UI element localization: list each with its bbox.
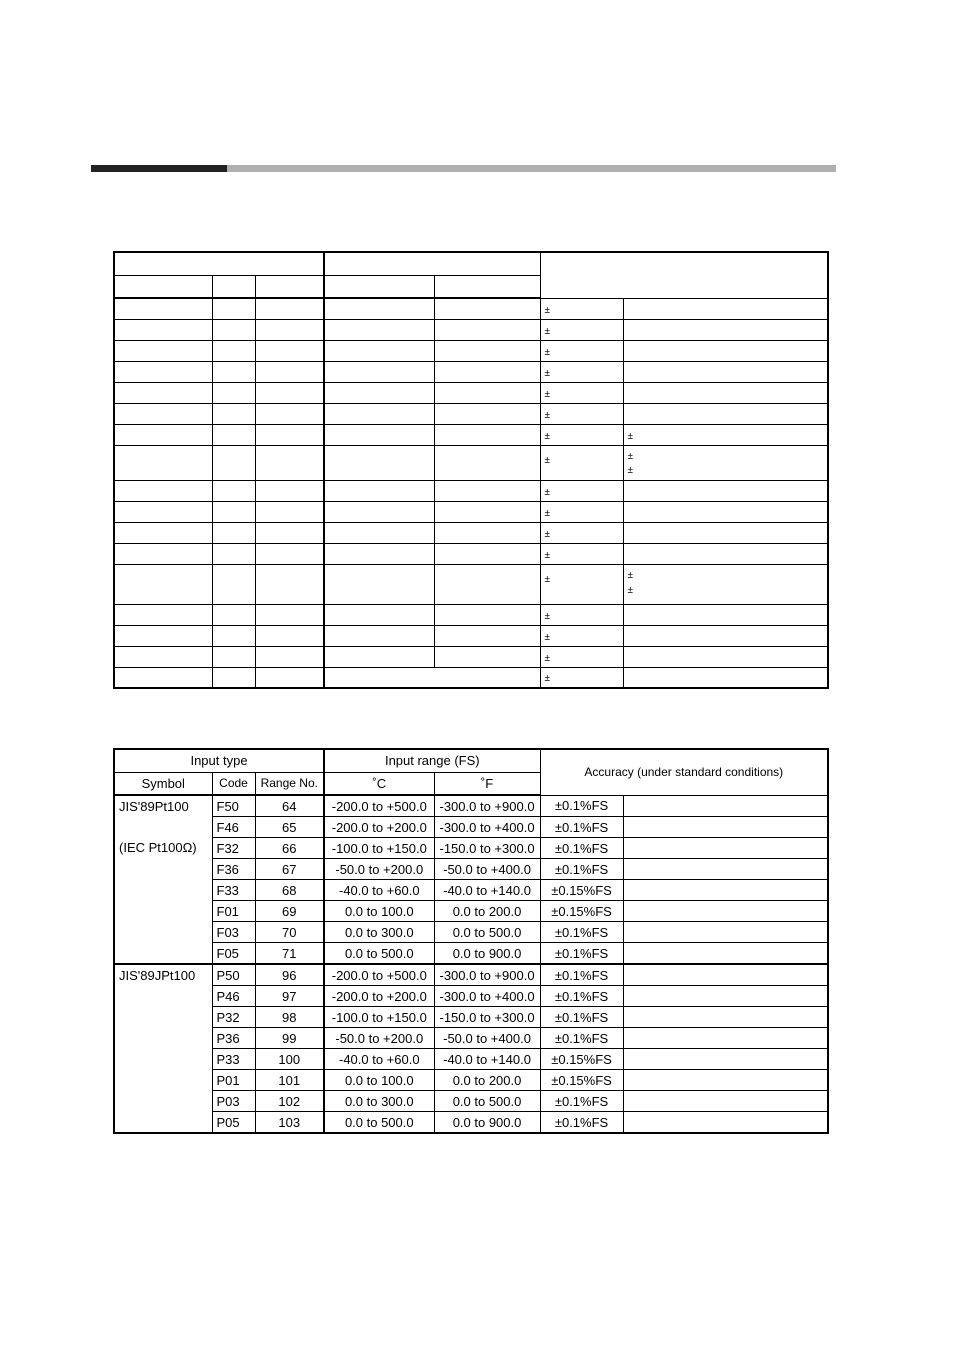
table-row: ±	[114, 403, 828, 424]
range-f-cell: -50.0 to +400.0	[434, 1028, 540, 1049]
table-row	[114, 795, 828, 817]
header-input-type: Input type	[114, 749, 324, 772]
range-f-cell: 0.0 to 500.0	[434, 1091, 540, 1112]
accuracy-note-cell	[623, 986, 828, 1007]
accuracy-note-cell	[623, 880, 828, 901]
header-input-range: Input range (FS)	[324, 749, 540, 772]
range-no-cell: 103	[255, 1112, 324, 1134]
range-f-cell: -150.0 to +300.0	[434, 1007, 540, 1028]
accuracy-cell: ±0.1%FS	[540, 964, 623, 986]
accuracy-note-cell	[623, 1028, 828, 1049]
code-cell: P03	[212, 1091, 255, 1112]
range-no-cell: 96	[255, 964, 324, 986]
code-cell: F36	[212, 859, 255, 880]
table-row: ±	[114, 543, 828, 564]
table-row	[114, 986, 828, 1007]
section-header-rule	[91, 165, 836, 172]
table-row	[114, 943, 828, 965]
accuracy-note-cell	[623, 1007, 828, 1028]
range-c-cell: -50.0 to +200.0	[324, 859, 434, 880]
accuracy-cell: ±0.1%FS	[540, 922, 623, 943]
table-row	[114, 817, 828, 838]
t1-header-code	[212, 275, 255, 298]
code-cell: F32	[212, 838, 255, 859]
table-row: ±	[114, 298, 828, 319]
table-row	[114, 964, 828, 986]
range-f-cell: -50.0 to +400.0	[434, 859, 540, 880]
range-f-cell: 0.0 to 200.0	[434, 901, 540, 922]
table-row	[114, 1070, 828, 1091]
range-c-cell: 0.0 to 500.0	[324, 943, 434, 965]
range-f-cell: -300.0 to +900.0	[434, 795, 540, 817]
code-cell: F03	[212, 922, 255, 943]
range-f-cell: -40.0 to +140.0	[434, 880, 540, 901]
range-c-cell: -200.0 to +500.0	[324, 964, 434, 986]
range-f-cell: -150.0 to +300.0	[434, 838, 540, 859]
accuracy-note-cell	[623, 817, 828, 838]
table-row: ±	[114, 340, 828, 361]
header-code: Code	[212, 772, 255, 795]
range-f-cell: -300.0 to +900.0	[434, 964, 540, 986]
range-c-cell: -50.0 to +200.0	[324, 1028, 434, 1049]
accuracy-note-cell	[623, 1049, 828, 1070]
table-row: ±	[114, 667, 828, 688]
range-no-cell: 71	[255, 943, 324, 965]
accuracy-note-cell	[623, 1070, 828, 1091]
range-c-cell: -200.0 to +200.0	[324, 817, 434, 838]
accuracy-note-cell	[623, 922, 828, 943]
table-row: ±	[114, 646, 828, 667]
accuracy-cell: ±0.1%FS	[540, 838, 623, 859]
range-f-cell: 0.0 to 200.0	[434, 1070, 540, 1091]
section-header-rule-accent	[91, 165, 227, 172]
accuracy-cell: ±0.1%FS	[540, 859, 623, 880]
code-cell: F01	[212, 901, 255, 922]
range-c-cell: -100.0 to +150.0	[324, 838, 434, 859]
accuracy-note-cell	[623, 838, 828, 859]
t1-body	[114, 298, 828, 688]
range-no-cell: 67	[255, 859, 324, 880]
table-row	[114, 859, 828, 880]
table-row	[114, 1112, 828, 1134]
code-cell: F46	[212, 817, 255, 838]
accuracy-note-cell	[623, 1091, 828, 1112]
range-f-cell: 0.0 to 500.0	[434, 922, 540, 943]
table-row: ±	[114, 604, 828, 625]
accuracy-cell: ±0.1%FS	[540, 795, 623, 817]
accuracy-cell: ±0.1%FS	[540, 1028, 623, 1049]
range-f-cell: -40.0 to +140.0	[434, 1049, 540, 1070]
range-no-cell: 64	[255, 795, 324, 817]
table-row: ±	[114, 480, 828, 501]
header-unit-c: ˚C	[324, 772, 434, 795]
t1-header-input-type	[114, 252, 324, 275]
range-no-cell: 70	[255, 922, 324, 943]
header-unit-f: ˚F	[434, 772, 540, 795]
range-f-cell: -300.0 to +400.0	[434, 986, 540, 1007]
table-row: ± ±	[114, 424, 828, 445]
range-c-cell: 0.0 to 100.0	[324, 1070, 434, 1091]
accuracy-note-cell	[623, 795, 828, 817]
range-c-cell: -40.0 to +60.0	[324, 880, 434, 901]
table-row	[114, 880, 828, 901]
t1-header-f	[434, 275, 540, 298]
code-cell: F33	[212, 880, 255, 901]
range-no-cell: 68	[255, 880, 324, 901]
accuracy-cell: ±0.1%FS	[540, 1007, 623, 1028]
symbol-jpt100-line1: JIS'89JPt100	[119, 968, 196, 983]
code-cell: P33	[212, 1049, 255, 1070]
range-no-cell: 102	[255, 1091, 324, 1112]
table-row: ±	[114, 382, 828, 403]
t1-header-input-range	[324, 252, 540, 275]
table-row: ±	[114, 522, 828, 543]
code-cell: P46	[212, 986, 255, 1007]
accuracy-cell: ±0.1%FS	[540, 1112, 623, 1134]
table-row: ±	[114, 319, 828, 340]
table-row: ±	[114, 501, 828, 522]
range-c-cell: 0.0 to 100.0	[324, 901, 434, 922]
accuracy-note-cell	[623, 859, 828, 880]
range-no-cell: 66	[255, 838, 324, 859]
accuracy-cell: ±0.1%FS	[540, 1091, 623, 1112]
range-no-cell: 69	[255, 901, 324, 922]
table-row	[114, 1091, 828, 1112]
code-cell: P50	[212, 964, 255, 986]
thermocouple-table	[113, 251, 829, 689]
table-row: ± ± ±	[114, 445, 828, 480]
range-c-cell: -200.0 to +500.0	[324, 795, 434, 817]
accuracy-note-cell	[623, 1112, 828, 1134]
range-no-cell: 97	[255, 986, 324, 1007]
table-row	[114, 901, 828, 922]
symbol-pt100-line1: JIS'89Pt100	[119, 799, 189, 814]
range-no-cell: 98	[255, 1007, 324, 1028]
accuracy-note-cell	[623, 901, 828, 922]
code-cell: F05	[212, 943, 255, 965]
accuracy-cell: ±0.1%FS	[540, 986, 623, 1007]
symbol-pt100	[114, 795, 212, 964]
t1-header-accuracy	[540, 252, 828, 298]
table-row	[114, 1028, 828, 1049]
code-cell: P36	[212, 1028, 255, 1049]
header-accuracy: Accuracy (under standard conditions)	[540, 749, 828, 795]
range-f-cell: 0.0 to 900.0	[434, 1112, 540, 1134]
code-cell: P01	[212, 1070, 255, 1091]
range-c-cell: -100.0 to +150.0	[324, 1007, 434, 1028]
accuracy-note-cell	[623, 964, 828, 986]
accuracy-note-cell	[623, 943, 828, 965]
accuracy-cell: ±0.1%FS	[540, 943, 623, 965]
table-row	[114, 1007, 828, 1028]
symbol-pt100-line2: (IEC Pt100Ω)	[119, 840, 197, 855]
code-cell: P05	[212, 1112, 255, 1134]
accuracy-cell: ±0.15%FS	[540, 1049, 623, 1070]
accuracy-cell: ±0.15%FS	[540, 880, 623, 901]
header-symbol: Symbol	[114, 772, 212, 795]
table-row: ± ± ±	[114, 564, 828, 604]
range-f-cell: 0.0 to 900.0	[434, 943, 540, 965]
range-c-cell: -200.0 to +200.0	[324, 986, 434, 1007]
range-no-cell: 101	[255, 1070, 324, 1091]
t1-header-symbol	[114, 275, 212, 298]
range-no-cell: 65	[255, 817, 324, 838]
table-row: ±	[114, 361, 828, 382]
code-cell: F50	[212, 795, 255, 817]
table-row	[114, 838, 828, 859]
symbol-jpt100	[114, 964, 212, 1133]
header-range-no: Range No.	[255, 772, 324, 795]
range-c-cell: 0.0 to 500.0	[324, 1112, 434, 1134]
range-no-cell: 99	[255, 1028, 324, 1049]
t1-header-c	[324, 275, 434, 298]
table-row: ±	[114, 625, 828, 646]
accuracy-cell: ±0.15%FS	[540, 901, 623, 922]
accuracy-cell: ±0.15%FS	[540, 1070, 623, 1091]
range-no-cell: 100	[255, 1049, 324, 1070]
range-c-cell: 0.0 to 300.0	[324, 922, 434, 943]
range-f-cell: -300.0 to +400.0	[434, 817, 540, 838]
range-c-cell: -40.0 to +60.0	[324, 1049, 434, 1070]
table-row	[114, 1049, 828, 1070]
code-cell: P32	[212, 1007, 255, 1028]
t1-header-range-no	[255, 275, 324, 298]
accuracy-cell: ±0.1%FS	[540, 817, 623, 838]
range-c-cell: 0.0 to 300.0	[324, 1091, 434, 1112]
rtd-input-range-table	[113, 748, 829, 1134]
table-row	[114, 922, 828, 943]
